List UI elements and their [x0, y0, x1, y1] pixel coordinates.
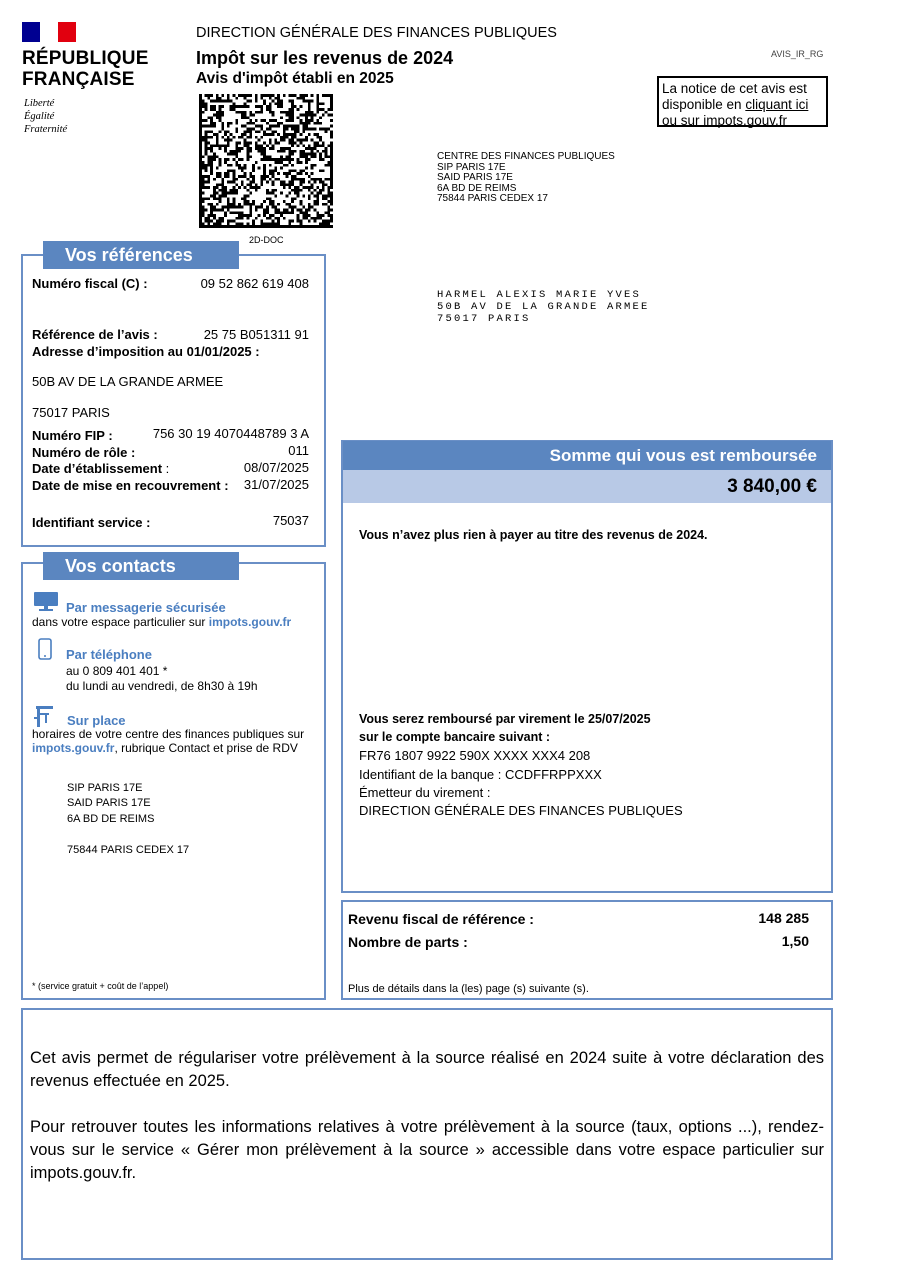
references-title: Vos références	[43, 241, 239, 269]
office-desk-icon	[33, 704, 55, 728]
office-address-line3: 6A BD DE REIMS	[67, 813, 155, 825]
fip-label: Numéro FIP :	[32, 428, 113, 443]
transfer-line2: sur le compte bancaire suivant :	[359, 730, 551, 744]
recipient-address: HARMEL ALEXIS MARIE YVES 50B AV DE LA GRANDE ARMEE 75017 PARIS	[437, 289, 650, 325]
refund-title: Somme qui vous est remboursée	[343, 441, 831, 470]
phone-title: Par téléphone	[66, 647, 152, 662]
page-title: Impôt sur les revenus de 2024	[196, 48, 454, 68]
issue-date: 08/07/2025	[243, 460, 309, 475]
iban: FR76 1807 9922 590X XXXX XXX4 208	[359, 748, 591, 763]
republic-flag-logo	[22, 22, 76, 42]
info-paragraph-1: Cet avis permet de régulariser votre prélèvement à la source réalisé en 2024 suite à votre déclaration des revenus effectuée en 2025.	[30, 1049, 824, 1090]
info-paragraph-2: Pour retrouver toutes les informations relatives à votre prélèvement à la source (taux, options ...), rendez-vous sur le service « Gérer mon prélèvement à la source » accessible dans votre espace particulier sur impots.gouv.fr.	[30, 1118, 824, 1182]
document-code: AVIS_IR_RG	[771, 49, 824, 59]
republic-motto: Liberté Égalité Fraternité	[24, 98, 68, 135]
contacts-title: Vos contacts	[43, 552, 239, 580]
tax-address-line1: 50B AV DE LA GRANDE ARMEE	[32, 374, 224, 389]
in-person-title: Sur place	[67, 713, 126, 728]
service-id-label: Identifiant service :	[32, 515, 151, 530]
tax-address-line2: 75017 PARIS	[32, 405, 110, 420]
role-number: 011	[288, 443, 309, 458]
header-org: DIRECTION GÉNÉRALE DES FINANCES PUBLIQUES	[196, 25, 557, 41]
rfr-label: Revenu fiscal de référence :	[348, 911, 534, 927]
secure-messaging-title: Par messagerie sécurisée	[66, 600, 226, 615]
details-note: Plus de détails dans la (les) page (s) suivante (s).	[348, 983, 589, 995]
fiscal-number: 09 52 862 619 408	[200, 276, 309, 291]
issuer: DIRECTION GÉNÉRALE DES FINANCES PUBLIQUES	[359, 803, 683, 818]
notice-ref-label: Référence de l’avis :	[32, 327, 158, 342]
collection-date-label: Date de mise en recouvrement :	[32, 478, 229, 493]
impots-link-2[interactable]: impots.gouv.fr	[32, 741, 115, 755]
nothing-to-pay: Vous n’avez plus rien à payer au titre des revenus de 2024.	[359, 528, 708, 542]
references-box	[21, 254, 326, 547]
refund-amount: 3 840,00 €	[343, 470, 831, 503]
notice-ref: 25 75 B051311 91	[203, 327, 309, 342]
fip-number: 756 30 19 4070448789 3 A	[152, 426, 309, 441]
transfer-line1: Vous serez remboursé par virement le 25/07/2025	[359, 712, 651, 726]
page-subtitle: Avis d'impôt établi en 2025	[196, 70, 394, 87]
issue-date-label: Date d’établissement :	[32, 461, 170, 476]
notice-box: La notice de cet avis est disponible en cliquant ici ou sur impots.gouv.fr	[657, 76, 828, 127]
in-person-text-2: impots.gouv.fr, rubrique Contact et prise de RDV	[32, 741, 298, 755]
impots-link-1[interactable]: impots.gouv.fr	[208, 615, 292, 629]
phone-hours: du lundi au vendredi, de 8h30 à 19h	[66, 679, 258, 693]
role-label: Numéro de rôle :	[32, 445, 136, 460]
refund-box	[341, 440, 833, 893]
in-person-text-1: horaires de votre centre des finances publiques sur	[32, 727, 305, 741]
parts-value: 1,50	[781, 933, 809, 949]
footnote: * (service gratuit + coût de l’appel)	[32, 981, 169, 991]
tax-center-address: CENTRE DES FINANCES PUBLIQUES SIP PARIS 17E SAID PARIS 17E 6A BD DE REIMS 75844 PARIS CEDEX 17	[437, 151, 615, 204]
phone-number: au 0 809 401 401 *	[66, 664, 168, 678]
2d-doc-barcode	[199, 94, 333, 228]
fiscal-number-label: Numéro fiscal (C) :	[32, 276, 148, 291]
service-id: 75037	[272, 513, 309, 528]
computer-icon	[33, 591, 59, 613]
republic-logo-text: RÉPUBLIQUE FRANÇAISE	[22, 48, 149, 90]
parts-label: Nombre de parts :	[348, 934, 468, 950]
rfr-value: 148 285	[758, 910, 809, 926]
bank-id: Identifiant de la banque : CCDFFRPPXXX	[359, 767, 602, 782]
secure-messaging-text: dans votre espace particulier sur impots.gouv.fr	[32, 615, 292, 629]
barcode-label: 2D-DOC	[249, 235, 284, 245]
office-address-line1: SIP PARIS 17E	[67, 782, 143, 794]
office-address-line4: 75844 PARIS CEDEX 17	[67, 844, 190, 856]
issuer-label: Émetteur du virement :	[359, 785, 491, 800]
office-address-line2: SAID PARIS 17E	[67, 797, 151, 809]
phone-icon	[38, 638, 52, 660]
collection-date: 31/07/2025	[243, 477, 309, 492]
tax-address-label: Adresse d’imposition au 01/01/2025 :	[32, 344, 260, 359]
notice-link[interactable]: cliquant ici	[745, 97, 809, 112]
